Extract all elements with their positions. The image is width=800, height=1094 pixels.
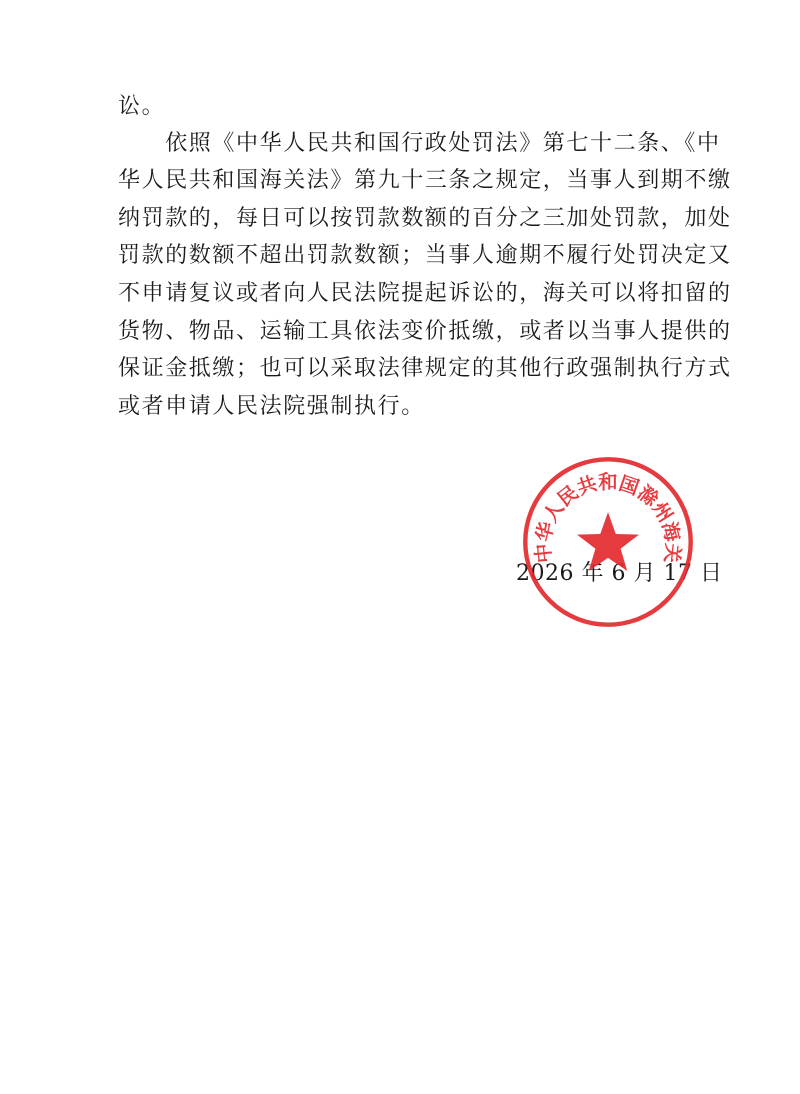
body-line-4: 纳罚款的，每日可以按罚款数额的百分之三加处罚款，加处 xyxy=(118,206,732,231)
body-line-8: 保证金抵缴；也可以采取法律规定的其他行政强制执行方式 xyxy=(118,356,732,381)
star-icon xyxy=(577,512,639,571)
body-line-1: 讼。 xyxy=(118,94,166,119)
body-line-7: 货物、物品、运输工具依法变价抵缴，或者以当事人提供的 xyxy=(118,319,732,344)
body-line-6: 不申请复议或者向人民法院提起诉讼的，海关可以将扣留的 xyxy=(118,281,732,306)
body-line-2: 依照《中华人民共和国行政处罚法》第七十二条、《中 xyxy=(118,131,721,156)
document-date: 2026 年 6 月 17 日 xyxy=(516,561,723,586)
body-line-3: 华人民共和国海关法》第九十三条之规定，当事人到期不缴 xyxy=(118,168,732,193)
body-line-9: 或者申请人民法院强制执行。 xyxy=(118,394,425,419)
seal-text: 中华人民共和国滁州海关 xyxy=(531,470,685,564)
official-seal xyxy=(520,454,696,630)
body-line-5: 罚款的数额不超出罚款数额；当事人逾期不履行处罚决定又 xyxy=(118,243,732,268)
